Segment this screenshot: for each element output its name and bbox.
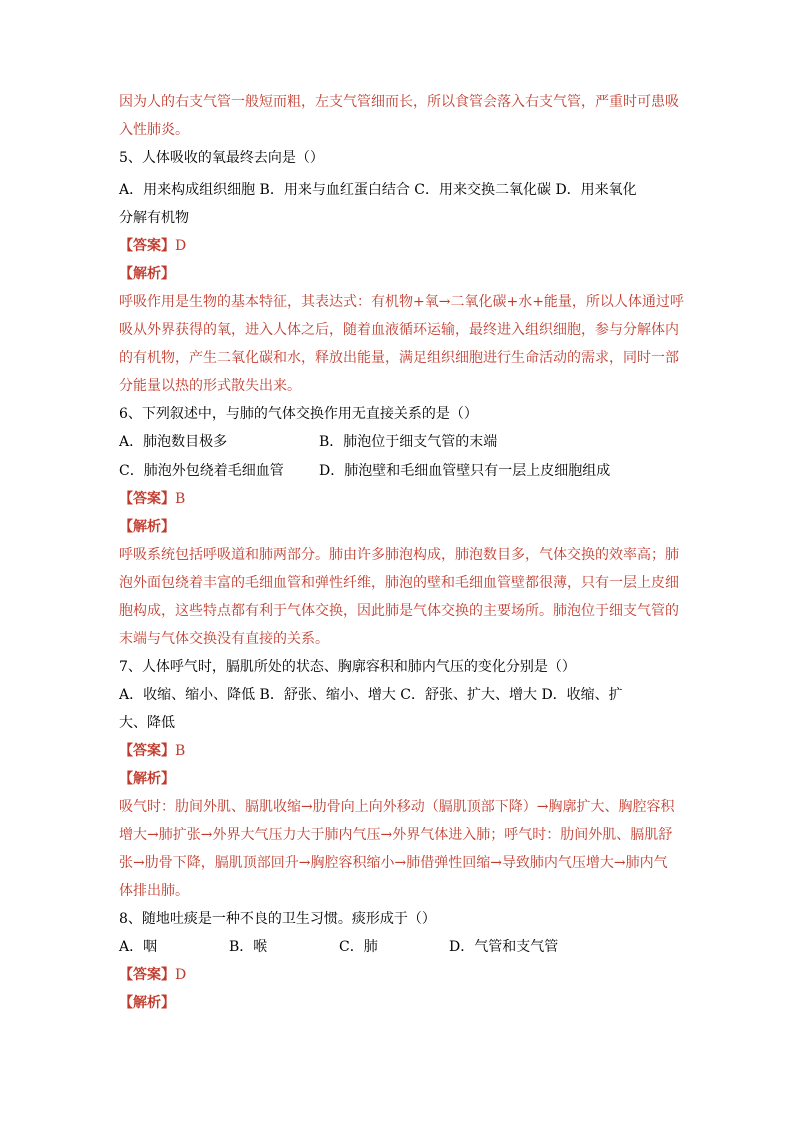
q5-analysis-line-2: 吸从外界获得的氧，进入人体之后，随着血液循环运输，最终进入组织细胞，参与分解体内 bbox=[119, 322, 679, 338]
q6-analysis-label: 【解析】 bbox=[119, 519, 175, 535]
q6-option-a: A．肺泡数目极多 bbox=[119, 434, 228, 450]
q5-analysis-label: 【解析】 bbox=[119, 266, 175, 282]
answer-value: B bbox=[175, 491, 186, 507]
q5-analysis-line-1: 呼吸作用是生物的基本特征，其表达式：有机物+氧→二氧化碳+水+能量，所以人体通过呼 bbox=[119, 294, 684, 310]
q6-stem: 6、下列叙述中，与肺的气体交换作用无直接关系的是（） bbox=[119, 406, 478, 422]
q8-option-a: A．咽 bbox=[119, 939, 158, 955]
q8-analysis-label: 【解析】 bbox=[119, 995, 175, 1011]
q5-analysis-line-3: 的有机物，产生二氧化碳和水，释放出能量，满足组织细胞进行生命活动的需求，同时一部 bbox=[119, 350, 679, 366]
q7-analysis-label: 【解析】 bbox=[119, 771, 175, 787]
q7-options-line-2: 大、降低 bbox=[119, 715, 175, 731]
q5-options-line-2: 分解有机物 bbox=[119, 210, 189, 226]
answer-label: 【答案】 bbox=[119, 743, 175, 759]
q6-analysis-line-3: 胞构成，这些特点都有利于气体交换，因此肺是气体交换的主要场所。肺泡位于细支气管的 bbox=[119, 603, 679, 619]
prev-explanation-line-2: 入性肺炎。 bbox=[119, 122, 189, 138]
q5-options-line-1: A．用来构成组织细胞 B．用来与血红蛋白结合 C．用来交换二氧化碳 D．用来氧化 bbox=[119, 182, 637, 198]
q5-analysis-line-4: 分能量以热的形式散失出来。 bbox=[119, 378, 301, 394]
q6-analysis-line-4: 末端与气体交换没有直接的关系。 bbox=[119, 631, 329, 647]
q8-option-d: D．气管和支气管 bbox=[449, 939, 559, 955]
q8-stem: 8、随地吐痰是一种不良的卫生习惯。痰形成于（） bbox=[119, 911, 436, 927]
q8-option-b: B．喉 bbox=[229, 939, 268, 955]
q6-answer bbox=[119, 490, 185, 508]
q7-analysis-line-4: 体排出肺。 bbox=[119, 883, 189, 899]
q6-option-b: B．肺泡位于细支气管的末端 bbox=[319, 434, 498, 450]
q5-answer bbox=[119, 237, 186, 255]
answer-label: 【答案】 bbox=[119, 967, 175, 983]
q7-answer bbox=[119, 742, 185, 760]
q8-answer bbox=[119, 966, 186, 984]
q7-analysis-line-1: 吸气时：肋间外肌、膈肌收缩→肋骨向上向外移动（膈肌顶部下降）→胸廓扩大、胸腔容积 bbox=[119, 799, 675, 815]
prev-explanation-line-1: 因为人的右支气管一般短而粗，左支气管细而长，所以食管会落入右支气管，严重时可患吸 bbox=[119, 94, 679, 110]
answer-value: D bbox=[175, 238, 187, 254]
q6-analysis-line-1: 呼吸系统包括呼吸道和肺两部分。肺由许多肺泡构成，肺泡数目多，气体交换的效率高；肺 bbox=[119, 547, 679, 563]
answer-value: D bbox=[175, 967, 187, 983]
q7-options-line-1: A．收缩、缩小、降低 B．舒张、缩小、增大 C．舒张、扩大、增大 D．收缩、扩 bbox=[119, 687, 623, 703]
q5-stem: 5、人体吸收的氧最终去向是（） bbox=[119, 150, 324, 166]
q7-analysis-line-3: 张→肋骨下降，膈肌顶部回升→胸腔容积缩小→肺借弹性回缩→导致肺内气压增大→肺内气 bbox=[119, 855, 668, 871]
q7-stem: 7、人体呼气时，膈肌所处的状态、胸廓容积和肺内气压的变化分别是（） bbox=[119, 659, 576, 675]
q6-option-d: D．肺泡壁和毛细血管壁只有一层上皮细胞组成 bbox=[319, 463, 611, 479]
q8-option-c: C．肺 bbox=[339, 939, 378, 955]
answer-label: 【答案】 bbox=[119, 238, 175, 254]
answer-label: 【答案】 bbox=[119, 491, 175, 507]
q6-analysis-line-2: 泡外面包绕着丰富的毛细血管和弹性纤维，肺泡的壁和毛细血管壁都很薄，只有一层上皮细 bbox=[119, 575, 679, 591]
q7-analysis-line-2: 增大→肺扩张→外界大气压力大于肺内气压→外界气体进入肺；呼气时：肋间外肌、膈肌舒 bbox=[119, 827, 673, 843]
answer-value: B bbox=[175, 743, 186, 759]
q6-option-c: C．肺泡外包绕着毛细血管 bbox=[119, 463, 284, 479]
